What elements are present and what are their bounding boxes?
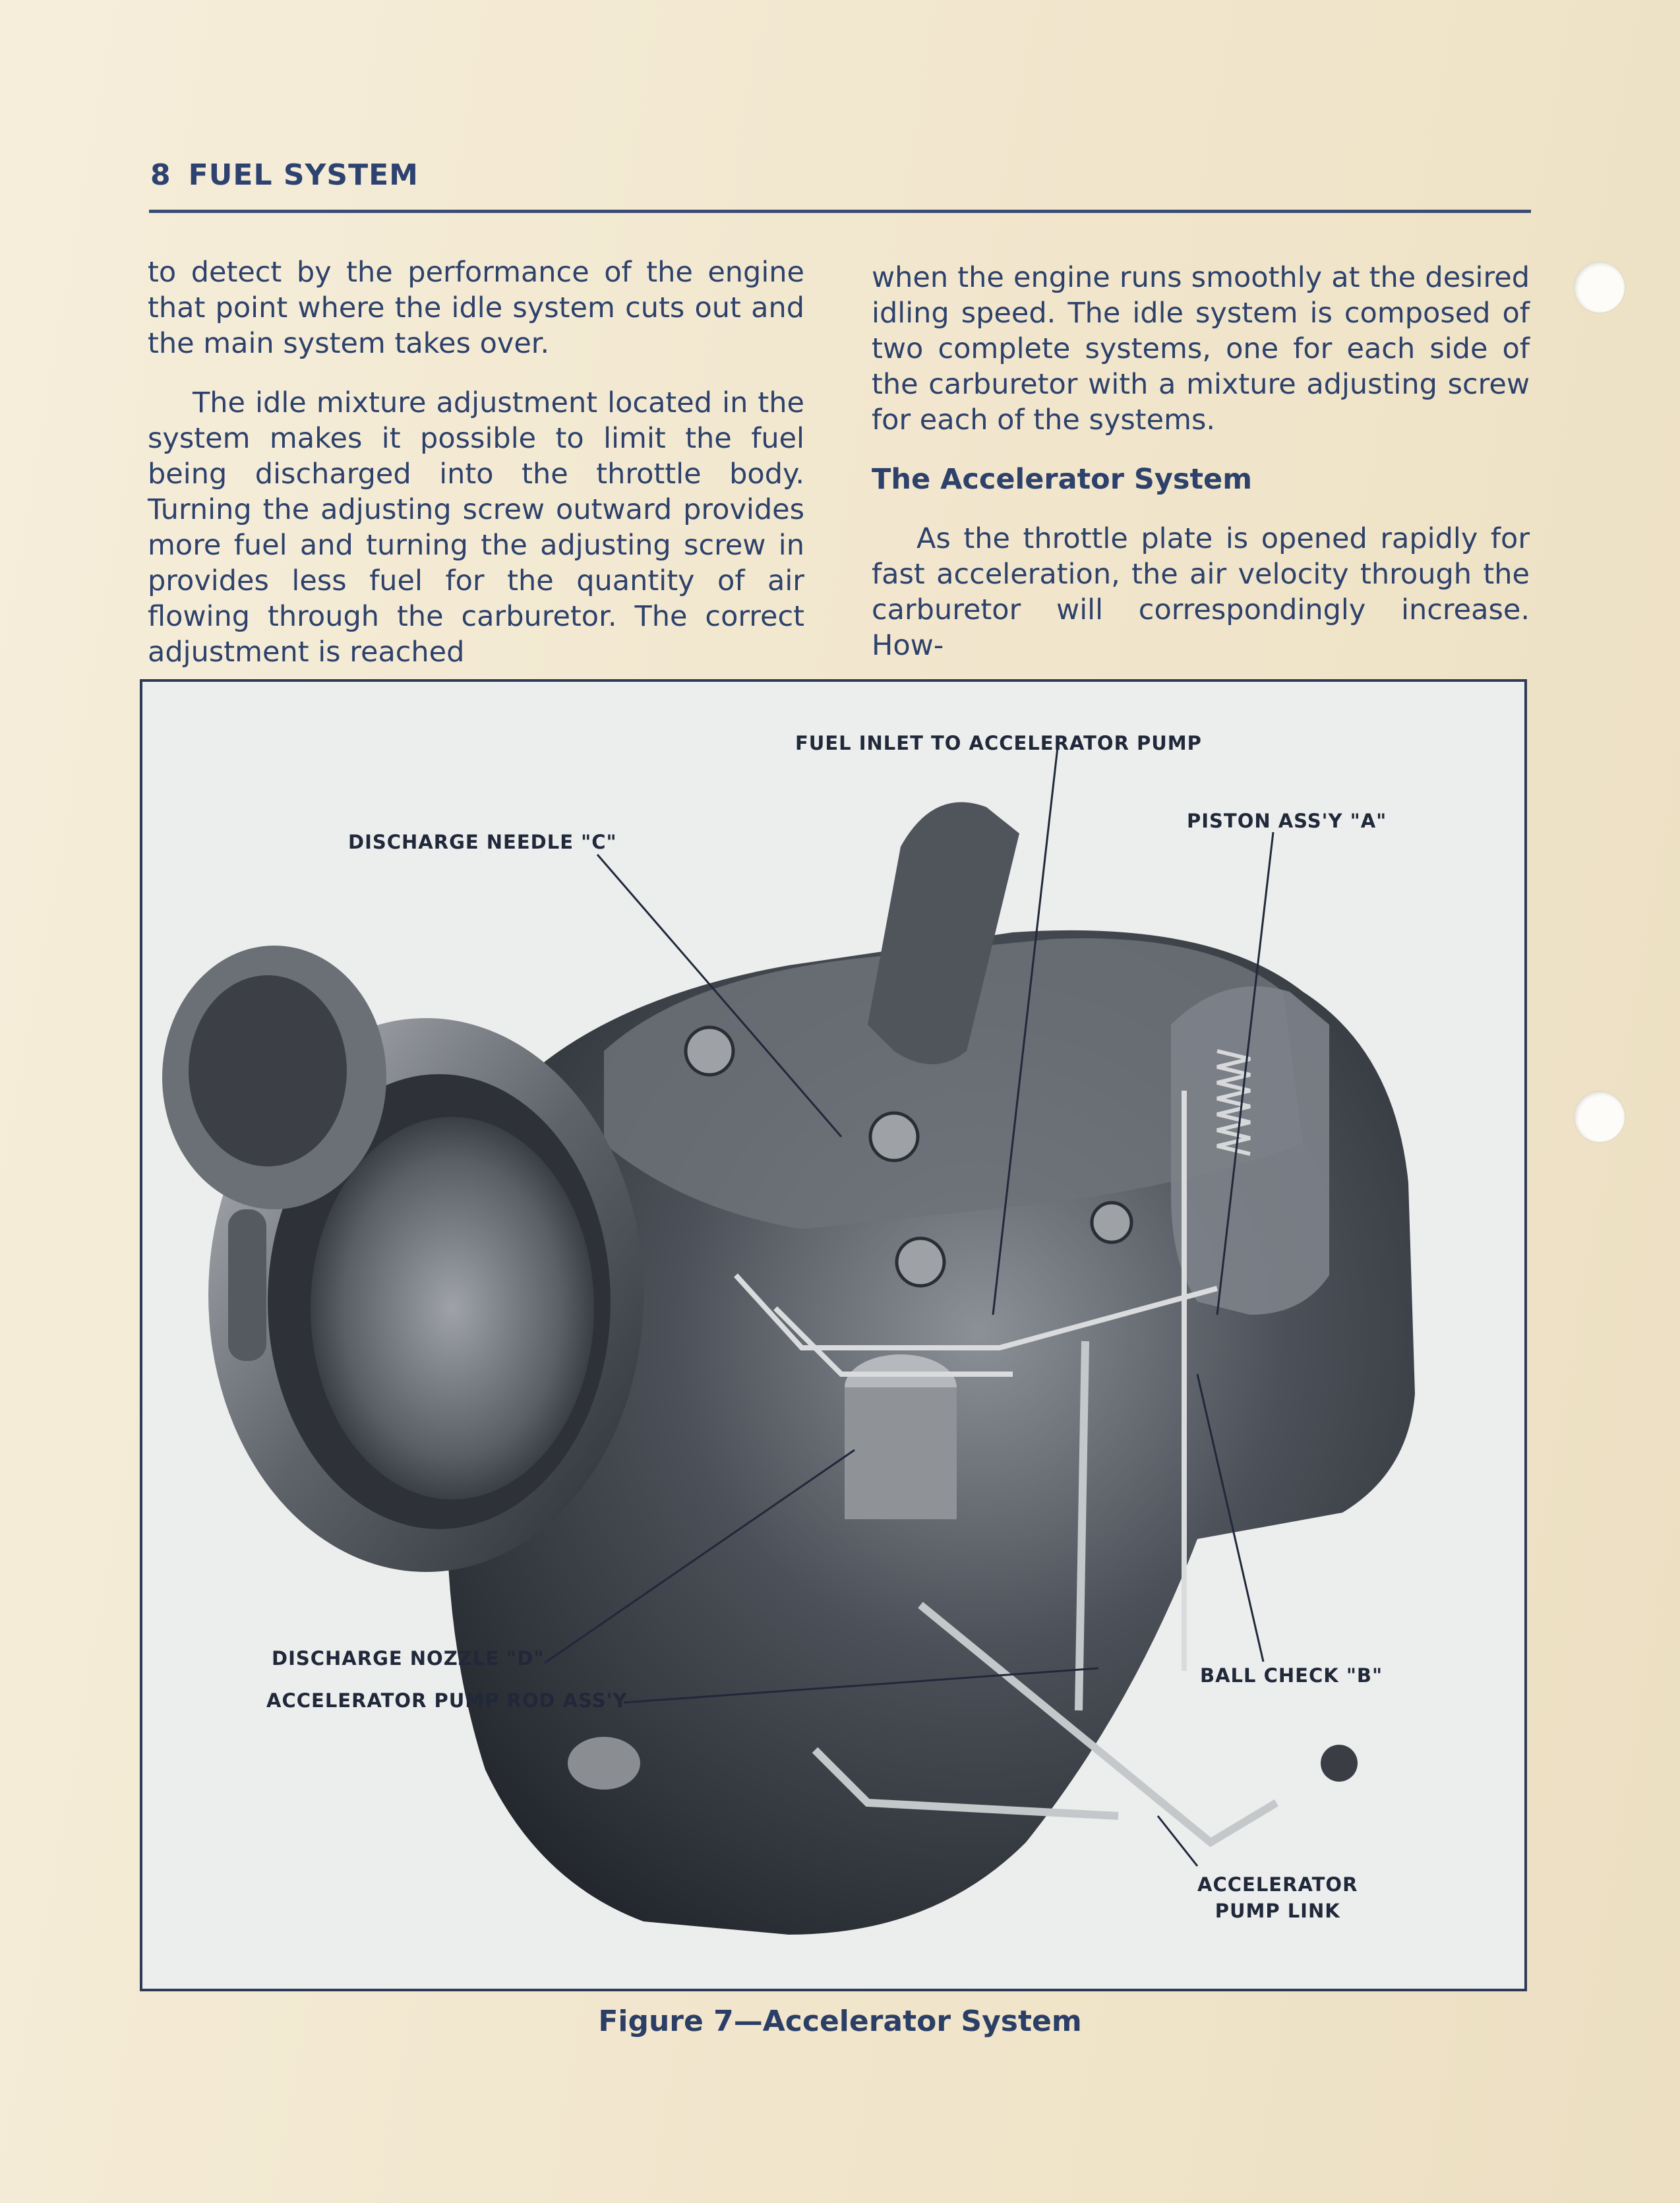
lower-flange-boss [568, 1737, 640, 1790]
callout-discharge-needle: DISCHARGE NEEDLE "C" [348, 831, 617, 853]
link-knob [1321, 1745, 1358, 1782]
section-heading: The Accelerator System [872, 463, 1253, 496]
vacuum-tube [228, 1209, 266, 1361]
right-column [872, 260, 1530, 687]
figure-frame [140, 679, 1527, 1991]
air-horn-bore [311, 1117, 594, 1499]
left-paragraph-2: The idle mixture adjustment located in the system makes it possible to limit the fuel being discharged into the throttle body. Turning the adjusting screw outward provides more fuel and turning the adjusting screw in provides less fuel for the quantity of air flowing through the carburetor. The correct adjustment is reached [148, 386, 804, 669]
left-paragraph-1: to detect by the performance of the engine that point where the idle system cuts out and the main system takes over. [148, 256, 804, 360]
callout-pump-rod: ACCELERATOR PUMP ROD ASS'Y [266, 1689, 628, 1712]
callout-pump-link-line2: PUMP LINK [1215, 1900, 1340, 1922]
callout-discharge-nozzle: DISCHARGE NOZZLE "D" [272, 1647, 545, 1670]
left-column [148, 255, 804, 694]
right-paragraph-1: when the engine runs smoothly at the desired idling speed. The idle system is composed of two complete systems, one for each side of the carburetor with a mixture adjusting screw for each of the systems. [872, 261, 1530, 437]
callout-fuel-inlet: FUEL INLET TO ACCELERATOR PUMP [795, 732, 1202, 754]
section-title: FUEL SYSTEM [188, 158, 419, 192]
figure-caption: Figure 7—Accelerator System [598, 2005, 1082, 2038]
callout-piston: PISTON ASS'Y "A" [1187, 810, 1387, 832]
carburetor-illustration [142, 682, 1524, 1989]
punch-hole-middle [1575, 1092, 1625, 1142]
header-rule [149, 210, 1531, 213]
page-number: 8 [150, 158, 171, 192]
right-paragraph-2: As the throttle plate is opened rapidly for fast acceleration, the air velocity through the carburetor will correspondingly increase. How- [872, 522, 1530, 662]
callout-pump-link-line1: ACCELERATOR [1197, 1873, 1358, 1896]
callout-ball-check: BALL CHECK "B" [1200, 1664, 1383, 1687]
venturi-body [845, 1387, 957, 1519]
punch-hole-top [1575, 262, 1625, 313]
callout-pump-link [1197, 1871, 1358, 1924]
choke-cover [189, 975, 347, 1166]
page-header [150, 158, 419, 192]
